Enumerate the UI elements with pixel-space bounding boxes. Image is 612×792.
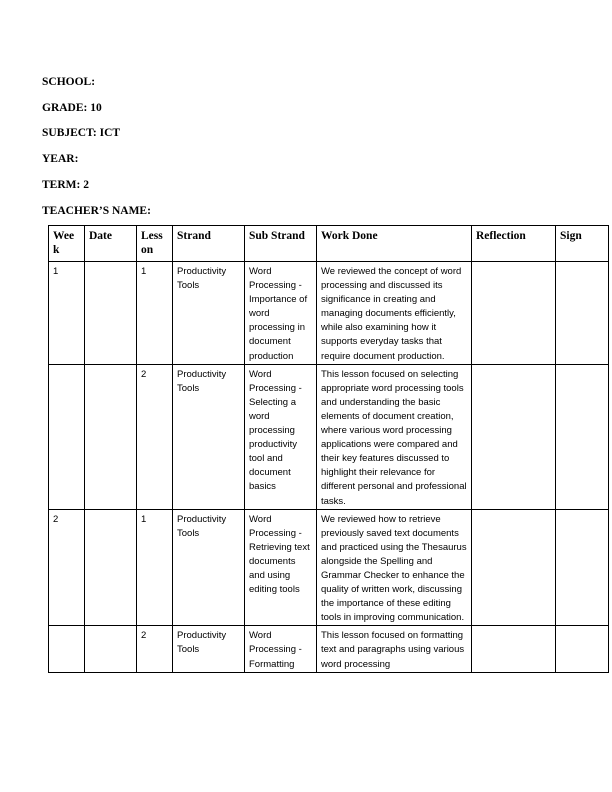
grade-label: GRADE: 10 — [42, 102, 102, 114]
table-header-row — [49, 226, 609, 262]
sign-cell — [556, 509, 609, 626]
column-header-sub-strand: Sub Strand — [245, 226, 317, 262]
week-cell — [49, 626, 85, 672]
column-header-sign: Sign — [556, 226, 609, 262]
column-header-strand: Strand — [173, 226, 245, 262]
sub-strand-cell: Word Processing - Importance of word processing in document production — [245, 262, 317, 365]
sign-cell — [556, 262, 609, 365]
week-cell — [49, 364, 85, 509]
sub-strand-cell: Word Processing - Selecting a word processing productivity tool and document basics — [245, 364, 317, 509]
reflection-cell — [472, 364, 556, 509]
sign-cell — [556, 364, 609, 509]
week-cell: 1 — [49, 262, 85, 365]
work-done-cell: We reviewed the concept of word processing and discussed its significance in creating and managing documents efficiently, while also examining how it supports everyday tasks that require document production. — [317, 262, 472, 365]
sub-strand-cell: Word Processing - Formatting — [245, 626, 317, 672]
school-label: SCHOOL: — [42, 76, 96, 88]
strand-cell: Productivity Tools — [173, 509, 245, 626]
reflection-cell — [472, 262, 556, 365]
lesson-log-table — [48, 225, 609, 673]
date-cell — [85, 364, 137, 509]
work-done-cell: This lesson focused on selecting appropriate word processing tools and understanding the basic elements of document creation, where various word processing applications were compared and their key features discussed to highlight their relevance for different personal and professional tasks. — [317, 364, 472, 509]
sign-cell — [556, 626, 609, 672]
date-cell — [85, 509, 137, 626]
strand-cell: Productivity Tools — [173, 626, 245, 672]
column-header-date: Date — [85, 226, 137, 262]
week-cell: 2 — [49, 509, 85, 626]
strand-cell: Productivity Tools — [173, 262, 245, 365]
teacher-name-label: TEACHER’S NAME: — [42, 205, 151, 217]
strand-cell: Productivity Tools — [173, 364, 245, 509]
lesson-cell: 2 — [137, 626, 173, 672]
table-row — [49, 262, 609, 365]
table-row — [49, 626, 609, 672]
term-label: TERM: 2 — [42, 179, 89, 191]
work-done-cell: We reviewed how to retrieve previously saved text documents and practiced using the Thesaurus alongside the Spelling and Grammar Checker to enhance the quality of written work, discussing the importance of these editing tools in improving communication. — [317, 509, 472, 626]
year-label: YEAR: — [42, 153, 79, 165]
column-header-reflection: Reflection — [472, 226, 556, 262]
sub-strand-cell: Word Processing - Retrieving text documents and using editing tools — [245, 509, 317, 626]
reflection-cell — [472, 626, 556, 672]
date-cell — [85, 262, 137, 365]
subject-label: SUBJECT: ICT — [42, 127, 121, 139]
lesson-cell: 1 — [137, 509, 173, 626]
column-header-lesson: Lesson — [137, 226, 173, 262]
table-row — [49, 364, 609, 509]
lesson-cell: 2 — [137, 364, 173, 509]
work-done-cell: This lesson focused on formatting text and paragraphs using various word processing — [317, 626, 472, 672]
reflection-cell — [472, 509, 556, 626]
column-header-week: Week — [49, 226, 85, 262]
table-row — [49, 509, 609, 626]
column-header-work-done: Work Done — [317, 226, 472, 262]
lesson-cell: 1 — [137, 262, 173, 365]
date-cell — [85, 626, 137, 672]
